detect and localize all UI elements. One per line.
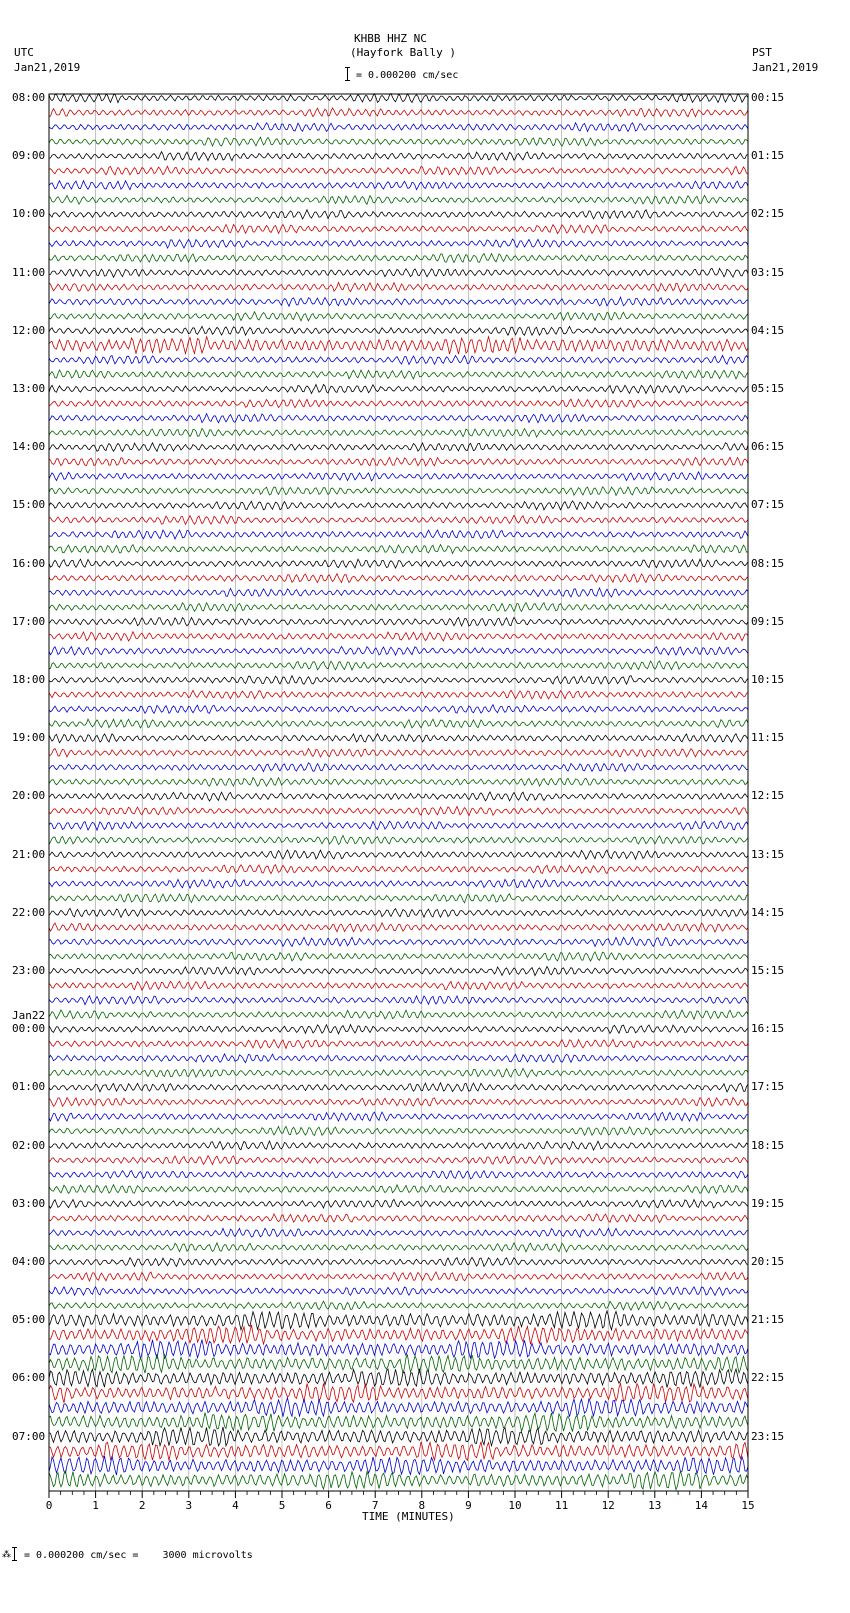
right-hour-label: 09:15 [751, 614, 785, 628]
left-hour-label: 13:00 [12, 382, 46, 395]
left-hour-label: 04:00 [12, 1255, 46, 1268]
seismic-traces [49, 94, 748, 1490]
x-tick-label: 3 [185, 1499, 193, 1512]
left-hour-label: 07:00 [12, 1429, 46, 1443]
seismic-trace [49, 967, 748, 976]
x-tick-label: 1 [92, 1499, 99, 1512]
seismic-trace [49, 355, 748, 364]
seismic-trace [49, 1398, 748, 1417]
right-hour-label: 08:15 [751, 556, 785, 570]
seismic-trace [49, 1325, 748, 1344]
left-hour-label: 10:00 [12, 207, 46, 221]
left-date: Jan21,2019 [14, 61, 81, 74]
left-hour-label: 06:00 [12, 1371, 46, 1385]
right-hour-label: 06:15 [751, 440, 785, 454]
seismic-trace [49, 807, 748, 816]
right-hour-label: 10:15 [751, 673, 785, 686]
right-date: Jan21,2019 [752, 61, 819, 74]
left-hour-label: 09:00 [12, 149, 46, 163]
x-tick-label: 8 [418, 1499, 426, 1512]
seismic-trace [49, 879, 748, 888]
seismic-trace [49, 705, 748, 714]
seismic-trace [49, 1369, 748, 1388]
left-hour-label: 19:00 [12, 731, 46, 745]
seismic-trace [49, 1214, 748, 1223]
seismic-trace [49, 894, 748, 903]
right-hour-label: 02:15 [751, 207, 785, 221]
x-tick-label: 2 [138, 1499, 146, 1512]
right-hour-label: 04:15 [751, 323, 785, 337]
seismic-trace [49, 1228, 748, 1237]
left-hour-label: 00:00 [12, 1022, 46, 1036]
seismic-trace [49, 123, 748, 132]
seismic-trace [49, 1456, 748, 1475]
seismic-trace [49, 1054, 748, 1063]
right-hour-label: 00:15 [751, 91, 785, 104]
right-hour-label: 16:15 [751, 1022, 785, 1036]
seismic-trace [49, 559, 748, 568]
seismic-trace [49, 515, 748, 524]
seismic-trace [49, 137, 748, 146]
seismic-trace [49, 1098, 748, 1107]
seismic-trace [49, 108, 748, 117]
left-hour-label: 08:00 [12, 91, 46, 104]
seismic-trace [49, 792, 748, 801]
left-hour-label: 22:00 [12, 905, 46, 919]
footer-scale-text: = 0.000200 cm/sec = 3000 microvolts [24, 1550, 253, 1561]
seismic-trace [49, 632, 748, 641]
seismic-trace [49, 676, 748, 685]
footer-marker: ⁂ [2, 1550, 11, 1560]
right-hour-label: 15:15 [751, 964, 785, 977]
right-hour-label: 21:15 [751, 1313, 785, 1327]
right-hour-label: 19:15 [751, 1196, 785, 1210]
station-location: (Hayfork Bally ) [350, 46, 456, 59]
x-tick-label: 7 [371, 1499, 379, 1512]
right-hour-label: 14:15 [751, 905, 785, 919]
seismic-trace [49, 1427, 748, 1446]
left-hour-label: 14:00 [12, 440, 46, 454]
seismic-trace [49, 763, 748, 772]
seismic-trace [49, 472, 748, 481]
seismic-trace [49, 1287, 748, 1296]
seismic-trace [49, 297, 748, 306]
x-tick-label: 4 [232, 1499, 239, 1512]
seismic-trace [49, 1039, 748, 1048]
station-title: KHBB HHZ NC [354, 32, 427, 45]
seismic-trace [49, 618, 748, 627]
seismic-trace [49, 937, 748, 946]
seismic-trace [49, 690, 748, 699]
seismic-trace [49, 778, 748, 787]
seismic-trace [49, 821, 748, 830]
seismic-trace [49, 1156, 748, 1165]
right-hour-label: 13:15 [751, 847, 785, 861]
left-timezone: UTC [14, 46, 34, 59]
left-hour-label: 11:00 [12, 265, 46, 279]
seismic-trace [49, 981, 748, 990]
time-axis [46, 1491, 755, 1512]
seismic-trace [49, 152, 748, 161]
seismic-trace [49, 603, 748, 612]
left-hour-label: 03:00 [12, 1196, 46, 1210]
seismic-trace [49, 1243, 748, 1252]
seismic-trace [49, 1171, 748, 1179]
seismic-trace [49, 530, 748, 539]
right-hour-label: 17:15 [751, 1080, 785, 1094]
seismic-trace [49, 719, 748, 728]
seismic-trace [49, 835, 748, 844]
seismic-trace [49, 337, 748, 354]
seismic-trace [49, 923, 748, 932]
seismic-trace [49, 1272, 748, 1281]
date-change-label: Jan22 [12, 1009, 46, 1023]
seismic-trace [49, 865, 748, 874]
seismic-trace [49, 734, 748, 743]
seismic-trace [49, 647, 748, 656]
seismic-trace [49, 283, 748, 292]
seismic-trace [49, 268, 748, 277]
seismic-trace [49, 210, 748, 219]
seismic-trace [49, 1141, 748, 1150]
x-tick-label: 14 [694, 1499, 709, 1512]
x-tick-label: 15 [741, 1499, 755, 1512]
left-hour-label: 23:00 [12, 964, 46, 977]
seismic-trace [49, 574, 748, 583]
seismic-trace [49, 1442, 748, 1461]
seismic-trace [49, 457, 748, 466]
seismic-trace [49, 414, 748, 423]
seismic-trace [49, 1025, 748, 1034]
seismic-trace [49, 501, 748, 510]
seismic-trace [49, 1257, 748, 1266]
seismic-trace [49, 225, 748, 234]
x-tick-label: 6 [325, 1499, 332, 1512]
left-hour-label: 16:00 [12, 556, 46, 570]
footer-scale-bar-icon [11, 1546, 18, 1560]
seismic-trace [49, 1083, 748, 1092]
seismic-trace [49, 181, 748, 190]
right-hour-label: 05:15 [751, 382, 785, 395]
seismic-trace [49, 370, 748, 379]
seismic-trace [49, 94, 748, 103]
right-hour-label: 23:15 [751, 1429, 785, 1443]
left-hour-label: 05:00 [12, 1313, 46, 1327]
seismic-trace [49, 1383, 748, 1402]
x-tick-label: 10 [508, 1499, 522, 1512]
left-hour-label: 02:00 [12, 1138, 46, 1152]
right-hour-label: 12:15 [751, 789, 785, 803]
seismic-trace [49, 1112, 748, 1121]
x-axis-label: TIME (MINUTES) [362, 1510, 455, 1523]
seismic-trace [49, 952, 748, 961]
x-tick-label: 13 [648, 1499, 662, 1512]
left-hour-label: 12:00 [12, 323, 46, 337]
right-hour-label: 01:15 [751, 149, 785, 163]
seismic-trace [49, 195, 748, 204]
right-hour-label: 20:15 [751, 1255, 785, 1268]
right-hour-label: 07:15 [751, 498, 785, 512]
x-tick-label: 9 [465, 1499, 472, 1512]
seismic-trace [49, 239, 748, 248]
seismic-trace [49, 1127, 748, 1136]
seismic-trace [49, 1185, 748, 1194]
seismic-trace [49, 1311, 748, 1330]
right-hour-label: 11:15 [751, 731, 785, 745]
seismic-trace [49, 326, 748, 335]
seismic-trace [49, 1413, 748, 1432]
seismic-trace [49, 661, 748, 670]
x-tick-label: 12 [601, 1499, 615, 1512]
left-hour-label: 21:00 [12, 847, 46, 861]
seismic-trace [49, 850, 748, 859]
seismic-trace [49, 443, 748, 452]
seismic-trace [49, 749, 748, 758]
left-hour-label: 15:00 [12, 498, 46, 512]
x-tick-label: 11 [554, 1499, 569, 1512]
right-hour-label: 18:15 [751, 1138, 785, 1152]
seismic-trace [49, 166, 748, 175]
seismic-trace [49, 1068, 748, 1077]
x-tick-label: 0 [45, 1499, 53, 1512]
left-hour-label: 17:00 [12, 614, 46, 628]
x-tick-label: 5 [278, 1499, 286, 1512]
seismic-trace [49, 1301, 748, 1310]
right-timezone: PST [752, 46, 772, 59]
seismic-trace [49, 399, 748, 407]
seismic-trace [49, 385, 748, 394]
seismic-trace [49, 1010, 748, 1019]
seismic-trace [49, 1471, 748, 1490]
seismic-trace [49, 1199, 748, 1208]
left-hour-label: 01:00 [12, 1080, 46, 1094]
left-hour-label: 18:00 [12, 673, 46, 686]
right-hour-label: 03:15 [751, 265, 785, 279]
seismic-trace [49, 487, 748, 495]
seismic-trace [49, 996, 748, 1005]
seismic-trace [49, 1354, 748, 1373]
seismic-trace [49, 545, 748, 554]
right-hour-label: 22:15 [751, 1371, 785, 1385]
seismic-trace [49, 428, 748, 437]
left-hour-label: 20:00 [12, 789, 46, 803]
seismic-trace [49, 588, 748, 597]
seismic-trace [49, 312, 748, 321]
seismic-trace [49, 1340, 748, 1360]
scale-text: = 0.000200 cm/sec [356, 70, 459, 81]
seismic-trace [49, 254, 748, 263]
seismic-trace [49, 908, 748, 917]
